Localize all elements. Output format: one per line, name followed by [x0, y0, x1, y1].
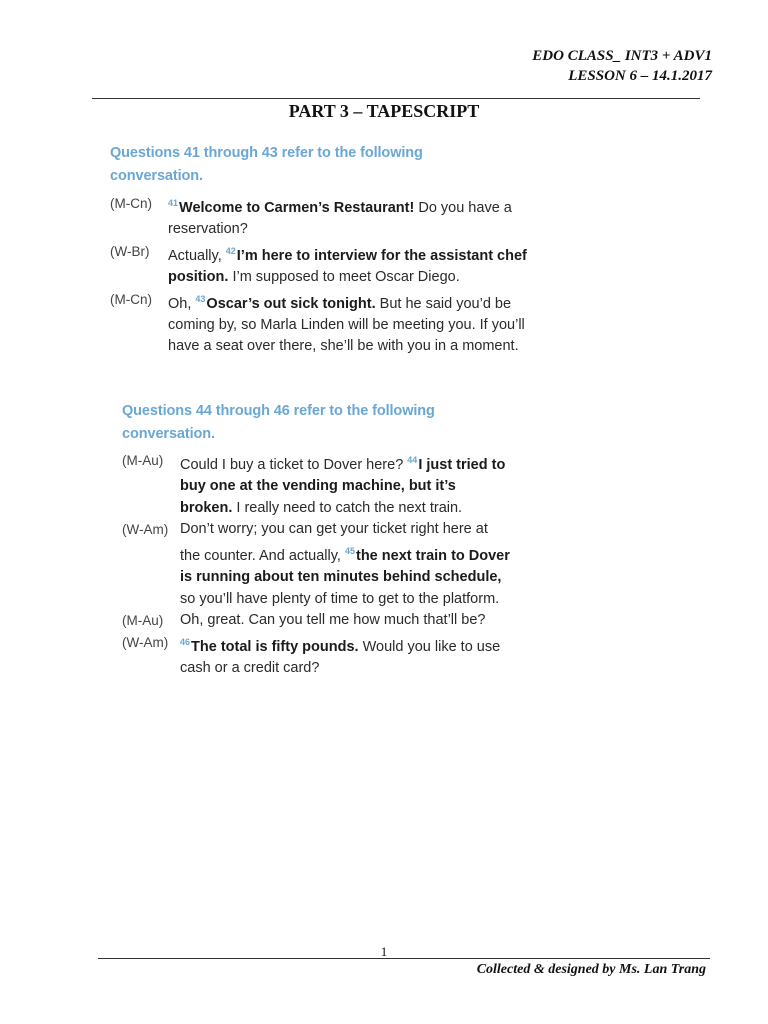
class-header [532, 46, 712, 86]
dialogue-turn: (M-Cn) Oh, $^{43}$Oscar’s out sick tonight. But he said you’d be coming by, so Marla Linden will be meeting you. If you’ll have a seat over there, she’ll be with you in a moment. [110, 289, 530, 358]
section-heading: Questions 41 through 43 refer to the following conversation. [110, 145, 423, 184]
speaker-label: (M-Au) [122, 453, 164, 468]
section-questions-44-46 [122, 400, 512, 679]
footer-rule [98, 958, 710, 959]
footer-credit: Collected & designed by Ms. Lan Trang [476, 962, 706, 977]
page-title: PART 3 – TAPESCRIPT [288, 101, 480, 121]
speaker-label: (W-Br) [110, 243, 150, 259]
question-number: 42 [225, 245, 236, 256]
question-number: 46 [180, 636, 191, 647]
speaker-label: (M-Au) [122, 613, 164, 629]
speaker-label: (W-Am) [122, 522, 169, 538]
header-rule [92, 98, 700, 99]
speaker-label: (M-Cn) [110, 196, 152, 211]
class-name: EDO CLASS_ INT3 + ADV1 [532, 48, 712, 64]
question-number: 43 [195, 293, 206, 304]
question-number: 41 [168, 198, 179, 208]
section-questions-41-43 [110, 142, 530, 358]
question-number: 45 [344, 545, 355, 556]
dialogue-turn: (M-Cn) $^{41}$Welcome to Carmen’s Restaurant! Do you have a reservation? [110, 193, 530, 241]
dialogue-turn: (W-Br) Actually, $^{42}$I’m here to interview for the assistant chef position. I’m supposed to meet Oscar Diego. [110, 241, 530, 289]
section-heading: Questions 44 through 46 refer to the following conversation. [122, 403, 435, 442]
speaker-label: (M-Cn) [110, 291, 152, 307]
dialogue-turn: (W-Am) Don’t worry; you can get your ticket right here at the counter. And actually, $^{45}$the next train to Dover is running about ten minutes behind schedule, so you’ll have plenty of time to get to the platform. [122, 521, 510, 607]
question-number: 44 [407, 455, 418, 465]
dialogue-turn: (M-Au) Oh, great. Can you tell me how much that’ll be? [122, 610, 512, 632]
lesson-date: LESSON 6 – 14.1.2017 [568, 68, 712, 84]
page-number: 1 [380, 944, 388, 959]
dialogue-turn: (W-Am) $^{46}$The total is fifty pounds. Would you like to use cash or a credit card? [122, 632, 512, 680]
dialogue-turn: (M-Au) Could I buy a ticket to Dover here? $^{44}$I just tried to buy one at the vending machine, but it’s broken. I really need to catch the next train. [122, 450, 512, 519]
speaker-label: (W-Am) [122, 634, 169, 650]
